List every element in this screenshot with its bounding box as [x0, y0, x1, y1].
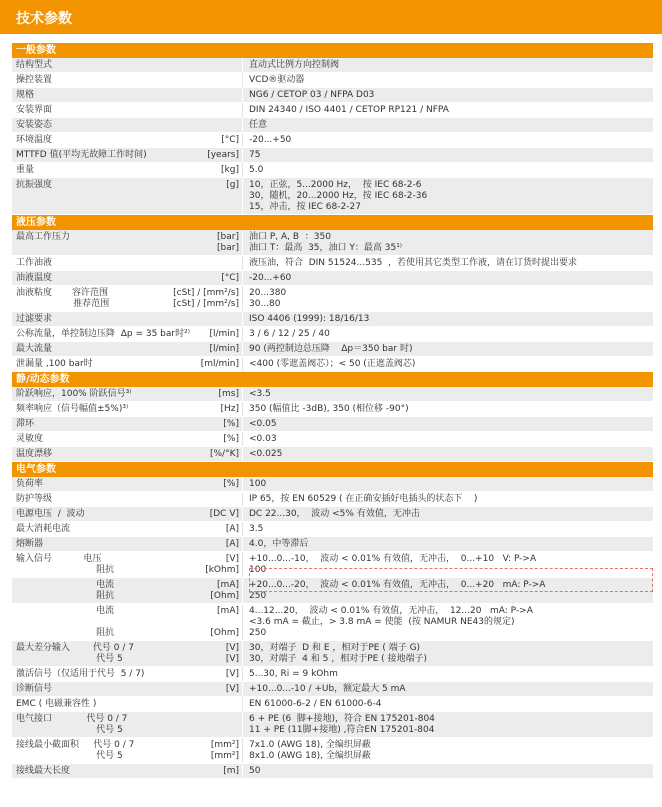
- table-row: [12, 133, 653, 148]
- parameter-cell: [12, 178, 243, 214]
- value-text: +20...0...-20， 波动 < 0.01% 有效值，无冲击， 0...+20 mA: P->A: [249, 580, 546, 590]
- unit-cell: [226, 669, 239, 680]
- parameter-cell: [12, 163, 243, 177]
- table-row: [12, 73, 653, 88]
- unit-cell: [223, 434, 239, 445]
- table-row: [12, 256, 653, 271]
- unit-label: [kOhm]: [205, 565, 239, 575]
- section-header: 一般参数: [12, 43, 653, 58]
- value-text: 250: [249, 628, 267, 638]
- value-cell: [243, 712, 653, 737]
- table-row: [12, 163, 653, 178]
- parameter-cell: [12, 256, 243, 270]
- value-cell: [243, 402, 653, 416]
- value-cell: [243, 641, 653, 666]
- parameter-label: 阻抗: [16, 591, 115, 601]
- value-text: DIN 24340 / ISO 4401 / CETOP RP121 / NFPA: [249, 105, 449, 115]
- parameter-cell: [12, 312, 243, 326]
- value-cell: [243, 148, 653, 162]
- value-cell: [243, 327, 653, 341]
- value-text: 100: [249, 565, 267, 575]
- parameter-cell: [12, 327, 243, 341]
- parameter-cell: [12, 712, 243, 737]
- unit-label: [m]: [223, 766, 239, 776]
- value-text: ISO 4406 (1999): 18/16/13: [249, 314, 370, 324]
- parameter-label: 推荐范围: [16, 299, 110, 309]
- unit-label: [bar]: [217, 232, 239, 242]
- unit-cell: [210, 580, 239, 602]
- table-row: [12, 387, 653, 402]
- table-row: [12, 88, 653, 103]
- parameter-label: 代号 5: [16, 751, 123, 761]
- parameter-label: 最高工作压力: [16, 232, 71, 242]
- value-cell: [243, 764, 653, 778]
- value-cell: [243, 103, 653, 117]
- section-header: 液压参数: [12, 215, 653, 230]
- value-cell: [243, 604, 653, 640]
- value-cell: [243, 738, 653, 763]
- unit-label: [bar]: [217, 243, 239, 253]
- value-text: 4.0，中等滞后: [249, 539, 309, 549]
- parameter-cell: [12, 492, 243, 506]
- parameter-label: 环境温度: [16, 135, 53, 145]
- parameter-label: 重量: [16, 165, 35, 175]
- value-cell: [243, 387, 653, 401]
- unit-cell: [221, 135, 239, 146]
- unit-label: [Ohm]: [210, 628, 239, 638]
- value-text: -20...+60: [249, 273, 292, 283]
- parameter-cell: [12, 578, 243, 603]
- value-text: DC 22...30， 波动 <5% 有效值，无冲击: [249, 509, 420, 519]
- value-cell: [243, 697, 653, 711]
- value-cell: [243, 73, 653, 87]
- parameter-label: 公称流量，单控制边压降 Δp = 35 bar时²⁾: [16, 329, 190, 339]
- unit-label: [%]: [223, 479, 239, 489]
- unit-cell: [223, 419, 239, 430]
- unit-cell: [211, 740, 239, 762]
- table-row: [12, 103, 653, 118]
- title-bar: [0, 0, 662, 34]
- value-text: 直动式比例方向控制阀: [249, 60, 340, 70]
- table-row: [12, 271, 653, 286]
- value-text: 5.0: [249, 165, 264, 175]
- parameter-label: EMC ( 电磁兼容性 ): [16, 699, 97, 709]
- unit-cell: [226, 180, 239, 191]
- unit-label: [DC V]: [209, 509, 239, 519]
- value-cell: [243, 522, 653, 536]
- unit-cell: [207, 150, 239, 161]
- parameter-cell: [12, 271, 243, 285]
- unit-cell: [173, 288, 239, 310]
- value-text: 油口 P, A, B ：350: [249, 232, 331, 242]
- parameter-cell: [12, 432, 243, 446]
- unit-label: [ml/min]: [200, 359, 239, 369]
- value-text: 250: [249, 591, 267, 601]
- table-row: [12, 682, 653, 697]
- parameter-label: 熔断器: [16, 539, 44, 549]
- value-cell: [243, 537, 653, 551]
- highlight-box: [249, 568, 653, 592]
- value-text: 30，随机，20...2000 Hz，按 IEC 68-2-36: [249, 191, 428, 201]
- unit-label: [V]: [225, 669, 239, 679]
- value-cell: [243, 682, 653, 696]
- value-cell: [243, 417, 653, 431]
- table-row: [12, 764, 653, 779]
- parameter-cell: [12, 103, 243, 117]
- parameter-label: MTTFD 值(平均无故障工作时间): [16, 150, 147, 160]
- value-text: 90 (两控制边总压降 Δp＝350 bar 时): [249, 344, 413, 354]
- unit-cell: [217, 232, 239, 254]
- parameter-label: 电气接口 代号 0 / 7: [16, 714, 128, 724]
- unit-label: [V]: [225, 554, 239, 564]
- parameter-cell: [12, 58, 243, 72]
- value-text: <3.6 mA = 截止，> 3.8 mA = 使能 (按 NAMUR NE43的规定): [249, 617, 515, 627]
- table-row: [12, 537, 653, 552]
- parameter-cell: [12, 387, 243, 401]
- parameter-cell: [12, 738, 243, 763]
- unit-cell: [210, 606, 239, 639]
- parameter-label: 电流: [16, 580, 115, 590]
- parameter-label: 灵敏度: [16, 434, 44, 444]
- parameter-cell: [12, 552, 243, 577]
- unit-cell: [226, 643, 239, 665]
- value-text: <400 (零遮盖阀芯）；< 50 (正遮盖阀芯): [249, 359, 416, 369]
- table-row: [12, 641, 653, 667]
- unit-label: [%/°K]: [209, 449, 239, 459]
- value-text: <0.05: [249, 419, 277, 429]
- unit-cell: [221, 273, 239, 284]
- parameter-cell: [12, 342, 243, 356]
- parameter-cell: [12, 118, 243, 132]
- value-text: 7x1.0 (AWG 18), 全编织屏蔽: [249, 740, 371, 750]
- table-row: [12, 477, 653, 492]
- parameter-cell: [12, 507, 243, 521]
- parameter-cell: [12, 764, 243, 778]
- unit-label: [g]: [226, 180, 239, 190]
- value-cell: [243, 507, 653, 521]
- parameter-label: 最大差分输入 代号 0 / 7: [16, 643, 134, 653]
- value-text: +10...0...-10 / +Ub，额定最大 5 mA: [249, 684, 406, 694]
- parameter-label: 接线最小截面积 代号 0 / 7: [16, 740, 135, 750]
- value-cell: [243, 667, 653, 681]
- value-text: <0.025: [249, 449, 283, 459]
- value-text: 任意: [249, 120, 268, 130]
- page-title: 技术参数: [16, 11, 72, 27]
- unit-label: [A]: [225, 524, 239, 534]
- unit-label: [cSt] / [mm²/s]: [173, 288, 239, 298]
- table-row: [12, 312, 653, 327]
- value-text: 20...380: [249, 288, 287, 298]
- parameter-label: 防护等级: [16, 494, 53, 504]
- table-row: [12, 286, 653, 312]
- parameter-label: 阶跃响应，100% 阶跃信号³⁾: [16, 389, 132, 399]
- unit-cell: [209, 329, 239, 340]
- parameter-label: 输入信号 电压: [16, 554, 102, 564]
- unit-label: [°C]: [221, 135, 239, 145]
- table-row: [12, 58, 653, 73]
- value-cell: [243, 256, 653, 270]
- value-text: +10...0...-10， 波动 < 0.01% 有效值，无冲击， 0...+10 V: P->A: [249, 554, 537, 564]
- parameter-cell: [12, 286, 243, 311]
- table-row: [12, 492, 653, 507]
- value-text: IP 65，按 EN 60529 ( 在正确安插好电插头的状态下 ): [249, 494, 478, 504]
- parameter-cell: [12, 230, 243, 255]
- value-cell: [243, 133, 653, 147]
- value-text: 30，对端子 4 和 5 ，相对于PE ( 接地端子): [249, 654, 428, 664]
- parameter-label: [16, 617, 238, 628]
- value-cell: [243, 312, 653, 326]
- value-text: 30，对端子 D 和 E ，相对于PE ( 端子 G): [249, 643, 421, 653]
- value-cell: [243, 492, 653, 506]
- value-cell: [243, 432, 653, 446]
- unit-label: [kg]: [221, 165, 239, 175]
- parameter-label: 操控装置: [16, 75, 53, 85]
- value-text: 5...30, Ri = 9 kOhm: [249, 669, 338, 679]
- parameter-label: 接线最大长度: [16, 766, 71, 776]
- parameter-label: 油液温度: [16, 273, 53, 283]
- unit-label: [V]: [225, 654, 239, 664]
- spec-sheet: [12, 43, 653, 779]
- parameter-label: 油液粘度 容许范围: [16, 288, 109, 298]
- value-cell: [243, 230, 653, 255]
- value-text: 15，冲击，按 IEC 68-2-27: [249, 202, 361, 212]
- value-text: NG6 / CETOP 03 / NFPA D03: [249, 90, 375, 100]
- parameter-label: 代号 5: [16, 725, 123, 735]
- unit-cell: [223, 479, 239, 490]
- parameter-label: 频率响应（信号幅值±5%)³⁾: [16, 404, 129, 414]
- parameter-label: 最大消耗电流: [16, 524, 71, 534]
- parameter-label: 工作油液: [16, 258, 53, 268]
- unit-cell: [220, 404, 239, 415]
- unit-cell: [219, 389, 239, 400]
- unit-label: [A]: [225, 539, 239, 549]
- table-row: [12, 432, 653, 447]
- table-row: [12, 178, 653, 215]
- unit-label: [mm²]: [210, 740, 239, 750]
- parameter-cell: [12, 447, 243, 461]
- unit-label: [mA]: [217, 580, 239, 590]
- parameter-label: 安装界面: [16, 105, 53, 115]
- table-row: [12, 327, 653, 342]
- parameter-cell: [12, 641, 243, 666]
- unit-cell: [210, 449, 239, 460]
- value-text: 8x1.0 (AWG 18), 全编织屏蔽: [249, 751, 371, 761]
- unit-label: [mm²]: [210, 751, 239, 761]
- parameter-label: 最大流量: [16, 344, 53, 354]
- value-text: 油口 T：最高 35，油口 Y：最高 35¹⁾: [249, 243, 403, 253]
- parameter-cell: [12, 133, 243, 147]
- unit-cell: [201, 359, 239, 370]
- unit-cell: [221, 165, 239, 176]
- value-text: 50: [249, 766, 261, 776]
- table-row: [12, 417, 653, 432]
- value-text: VCD®驱动器: [249, 75, 305, 85]
- parameter-cell: [12, 537, 243, 551]
- parameter-cell: [12, 682, 243, 696]
- unit-label: [years]: [207, 150, 239, 160]
- value-text: <0.03: [249, 434, 277, 444]
- value-text: 75: [249, 150, 261, 160]
- value-text: -20...+50: [249, 135, 292, 145]
- table-row: [12, 148, 653, 163]
- parameter-cell: [12, 148, 243, 162]
- table-row: [12, 712, 653, 738]
- table-row: [12, 342, 653, 357]
- value-cell: [243, 286, 653, 311]
- parameter-cell: [12, 402, 243, 416]
- table-row: [12, 447, 653, 462]
- parameter-label: 温度漂移: [16, 449, 53, 459]
- value-text: 350 (幅值比 -3dB), 350 (相位移 -90°): [249, 404, 409, 414]
- table-row: [12, 230, 653, 256]
- unit-label: [V]: [225, 643, 239, 653]
- value-text: 30...80: [249, 299, 281, 309]
- parameter-cell: [12, 73, 243, 87]
- unit-cell: [205, 554, 239, 576]
- table-row: [12, 604, 653, 641]
- parameter-cell: [12, 667, 243, 681]
- unit-cell: [210, 509, 239, 520]
- value-text: 6 + PE (6 脚+接地)，符合 EN 175201-804: [249, 714, 435, 724]
- value-cell: [243, 271, 653, 285]
- parameter-cell: [12, 88, 243, 102]
- table-row: [12, 667, 653, 682]
- table-row: [12, 402, 653, 417]
- parameter-label: 诊断信号: [16, 684, 53, 694]
- value-text: 液压油，符合 DIN 51524...535 ，若使用其它类型工作液，请在订货时提出要求: [249, 258, 578, 268]
- unit-label: [l/min]: [209, 344, 239, 354]
- parameter-cell: [12, 522, 243, 536]
- unit-label: [l/min]: [209, 329, 239, 339]
- unit-label: [mA]: [217, 606, 239, 616]
- unit-label: [cSt] / [mm²/s]: [173, 299, 239, 309]
- unit-cell: [226, 524, 239, 535]
- value-cell: [243, 178, 653, 214]
- table-row: [12, 357, 653, 372]
- unit-cell: [226, 684, 239, 695]
- unit-label: [Hz]: [220, 404, 239, 414]
- value-cell: [243, 447, 653, 461]
- parameter-label: 过滤要求: [16, 314, 53, 324]
- table-row: [12, 738, 653, 764]
- value-text: EN 61000-6-2 / EN 61000-6-4: [249, 699, 382, 709]
- value-text: 100: [249, 479, 267, 489]
- parameter-label: 安装姿态: [16, 120, 53, 130]
- table-row: [12, 697, 653, 712]
- unit-cell: [223, 766, 239, 777]
- section-header: 电气参数: [12, 462, 653, 477]
- parameter-label: 电流: [16, 606, 115, 616]
- value-text: 11 + PE (11脚+接地) ,符合EN 175201-804: [249, 725, 435, 735]
- table-row: [12, 118, 653, 133]
- table-row: [12, 522, 653, 537]
- parameter-label: 结构型式: [16, 60, 53, 70]
- section-header: 静/动态参数: [12, 372, 653, 387]
- parameter-label: 电源电压 / 波动: [16, 509, 85, 519]
- parameter-label: 负荷率: [16, 479, 44, 489]
- parameter-label: 泄漏量 ,100 bar时: [16, 359, 93, 369]
- unit-label: [V]: [225, 684, 239, 694]
- value-text: 3 / 6 / 12 / 25 / 40: [249, 329, 330, 339]
- parameter-cell: [12, 604, 243, 640]
- parameter-cell: [12, 477, 243, 491]
- unit-label: [%]: [223, 434, 239, 444]
- unit-label: [%]: [223, 419, 239, 429]
- parameter-label: 规格: [16, 90, 35, 100]
- unit-label: [210, 617, 239, 628]
- value-cell: [243, 342, 653, 356]
- value-cell: [243, 58, 653, 72]
- value-cell: [243, 477, 653, 491]
- value-text: 3.5: [249, 524, 264, 534]
- unit-cell: [209, 344, 239, 355]
- parameter-label: 激活信号（仅适用于代号 5 / 7): [16, 669, 145, 679]
- unit-label: [ms]: [218, 389, 239, 399]
- value-text: 4...12...20， 波动 < 0.01% 有效值，无冲击， 12...20 mA: P->A: [249, 606, 533, 616]
- value-cell: [243, 88, 653, 102]
- parameter-label: 抗振强度: [16, 180, 53, 190]
- value-text: 10，正弦，5...2000 Hz， 按 IEC 68-2-6: [249, 180, 422, 190]
- unit-label: [Ohm]: [210, 591, 239, 601]
- value-text: <3.5: [249, 389, 271, 399]
- unit-cell: [226, 539, 239, 550]
- value-cell: [243, 357, 653, 371]
- value-cell: [243, 118, 653, 132]
- parameter-cell: [12, 697, 243, 711]
- parameter-cell: [12, 357, 243, 371]
- parameter-label: 阻抗: [16, 565, 115, 575]
- table-row: [12, 507, 653, 522]
- parameter-label: 代号 5: [16, 654, 123, 664]
- parameter-label: 阻抗: [16, 628, 115, 638]
- parameter-cell: [12, 417, 243, 431]
- value-cell: [243, 163, 653, 177]
- parameter-label: 滞环: [16, 419, 35, 429]
- unit-label: [°C]: [221, 273, 239, 283]
